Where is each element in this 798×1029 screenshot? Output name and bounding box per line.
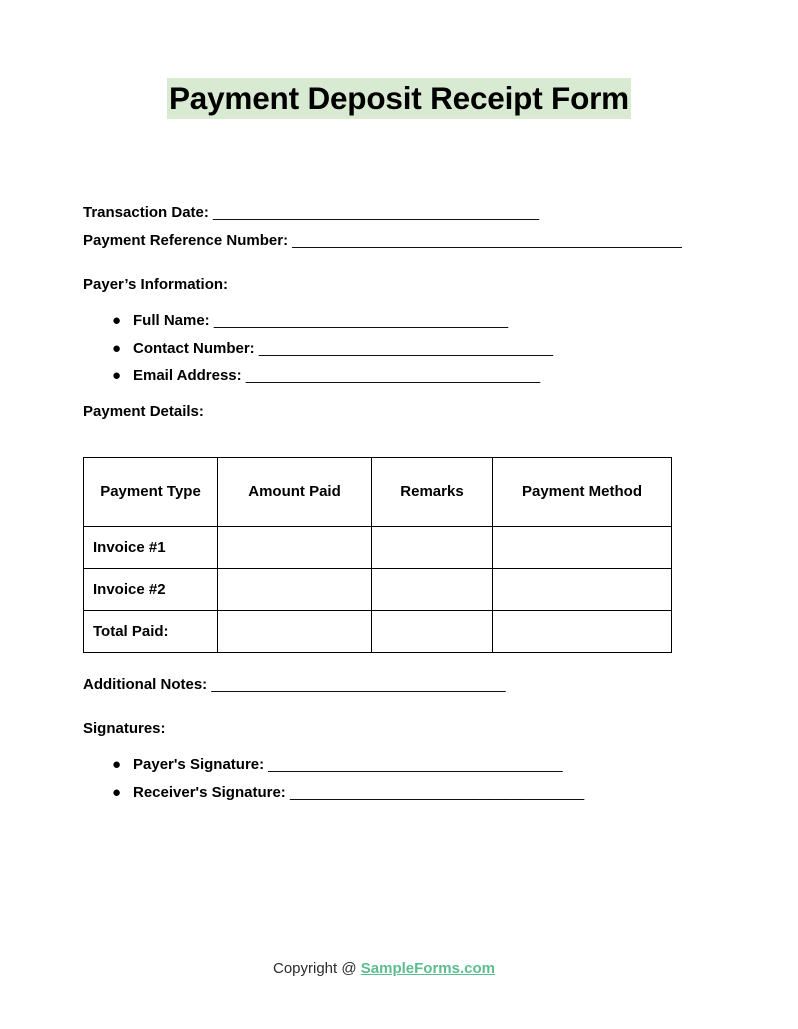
field-email-address-label: Email Address: [133, 367, 242, 384]
payer-information-heading: Payer’s Information: [83, 276, 229, 293]
spacer [83, 390, 723, 398]
field-transaction-date[interactable] [83, 199, 723, 227]
table-cell-amount-paid[interactable] [218, 569, 372, 611]
table-header-amount-paid: Amount Paid [218, 458, 372, 527]
table-row [84, 527, 672, 569]
field-payment-reference-number[interactable] [83, 227, 723, 255]
table-cell-amount-paid[interactable] [218, 527, 372, 569]
spacer [83, 743, 723, 751]
table-cell-amount-paid[interactable] [218, 611, 372, 653]
field-receiver-signature-label: Receiver's Signature: [133, 783, 286, 801]
list-item[interactable] [83, 362, 723, 390]
spacer [83, 699, 723, 715]
table-header-payment-method: Payment Method [493, 458, 672, 527]
form-upper-section [83, 199, 723, 426]
signatures-heading: Signatures: [83, 720, 166, 737]
list-item[interactable] [83, 307, 723, 335]
list-item[interactable] [83, 335, 723, 363]
table-cell-remarks[interactable] [372, 569, 493, 611]
field-payer-signature-label: Payer's Signature: [133, 756, 265, 773]
field-additional-notes[interactable] [83, 671, 723, 699]
sampleforms-link[interactable]: SampleForms.com [360, 960, 495, 977]
table-cell-row-label: Invoice #2 [84, 569, 218, 611]
table-cell-remarks[interactable] [372, 611, 493, 653]
form-lower-section [83, 671, 723, 806]
table-header-payment-type: Payment Type [84, 458, 218, 527]
payment-details-heading: Payment Details: [83, 402, 204, 420]
page-title-container [0, 78, 798, 120]
table-cell-payment-method[interactable] [493, 611, 672, 653]
table-header-remarks: Remarks [372, 458, 493, 527]
list-item[interactable] [83, 751, 723, 779]
signatures-list [83, 751, 723, 806]
field-full-name-rule: _____________________________________ [213, 312, 508, 329]
table-cell-payment-method[interactable] [493, 527, 672, 569]
table-header-row [84, 458, 672, 527]
field-transaction-date-label: Transaction Date: [83, 204, 209, 221]
spacer [83, 255, 723, 271]
table-cell-remarks[interactable] [372, 527, 493, 569]
field-additional-notes-label: Additional Notes: [83, 676, 208, 693]
field-receiver-signature-rule: _____________________________________ [289, 783, 584, 801]
bullet-icon: ● [112, 312, 122, 329]
list-item[interactable] [83, 779, 723, 807]
bullet-icon: ● [112, 756, 122, 773]
field-transaction-date-rule: _________________________________________ [213, 204, 539, 221]
spacer [83, 299, 723, 307]
payer-information-list [83, 307, 723, 390]
bullet-icon: ● [112, 783, 122, 801]
field-contact-number-rule: _____________________________________ [258, 339, 553, 357]
field-email-address-rule: _____________________________________ [245, 367, 540, 384]
bullet-icon: ● [112, 339, 122, 357]
field-full-name-label: Full Name: [133, 312, 210, 329]
footer [0, 960, 798, 977]
payment-details-table-container [83, 457, 672, 653]
field-additional-notes-rule: _____________________________________ [211, 676, 506, 693]
payment-details-table [83, 457, 672, 653]
table-cell-payment-method[interactable] [493, 569, 672, 611]
field-payment-reference-number-rule: _________________________________________________ [292, 232, 682, 249]
table-row [84, 569, 672, 611]
field-payment-reference-number-label: Payment Reference Number: [83, 232, 289, 249]
page-title: Payment Deposit Receipt Form [167, 78, 631, 119]
table-cell-row-label: Invoice #1 [84, 527, 218, 569]
bullet-icon: ● [112, 367, 122, 384]
table-row [84, 611, 672, 653]
table-cell-row-label: Total Paid: [84, 611, 218, 653]
field-payer-signature-rule: _____________________________________ [268, 756, 563, 773]
copyright-text: Copyright @ [273, 960, 357, 977]
field-contact-number-label: Contact Number: [133, 339, 255, 357]
